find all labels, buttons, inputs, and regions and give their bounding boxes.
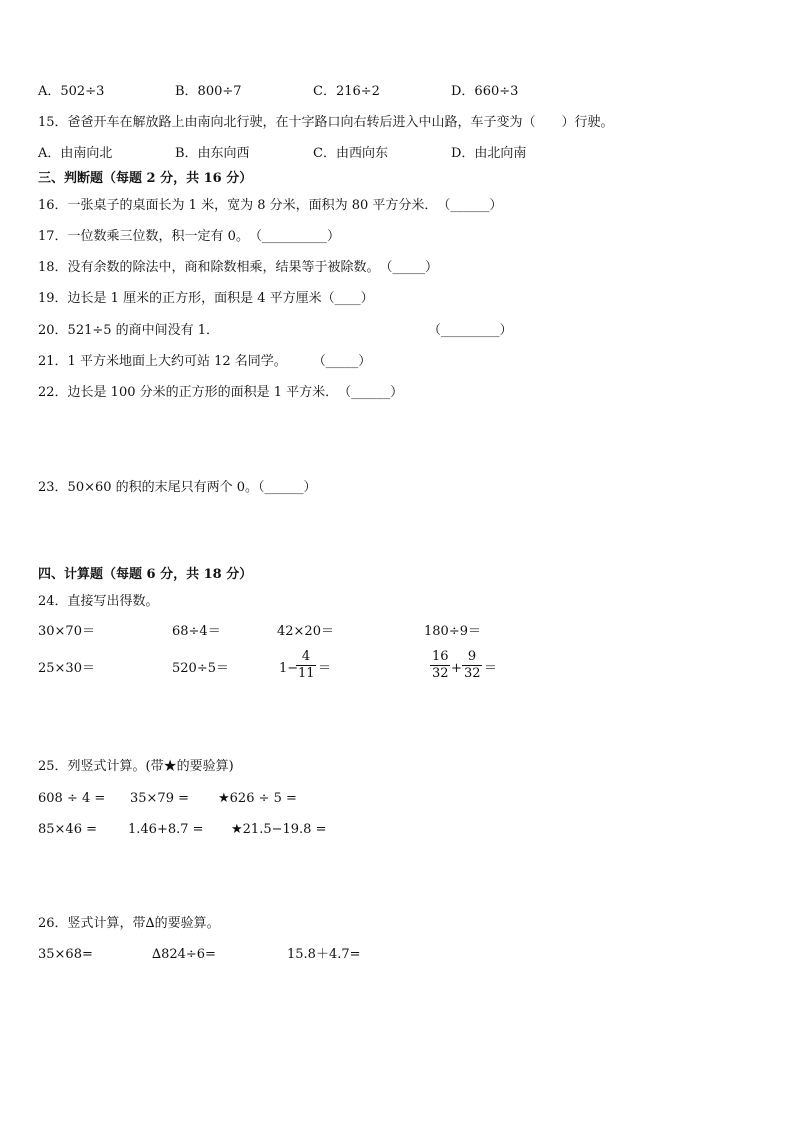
q24-item-7-fraction bbox=[296, 649, 316, 682]
q25-item-4: 85×46 = bbox=[38, 822, 98, 837]
q14-option-a: A．502÷3 bbox=[38, 84, 105, 99]
fraction-denominator: 32 bbox=[464, 666, 481, 681]
section-3-title: 三、判断题（每题 2 分，共 16 分） bbox=[38, 171, 253, 186]
fraction-numerator: 16 bbox=[432, 649, 449, 664]
q25-item-6: ★21.5−19.8 = bbox=[231, 822, 327, 837]
q26-item-1: 35×68= bbox=[38, 947, 93, 962]
q23-text: 23．50×60 的积的末尾只有两个 0。（______） bbox=[38, 480, 317, 495]
q24-item-6: 520÷5＝ bbox=[172, 661, 229, 676]
q26-item-3: 15.8＋4.7= bbox=[287, 947, 361, 962]
q20-blank: （_________） bbox=[428, 323, 513, 338]
q24-item-3: 42×20＝ bbox=[277, 624, 334, 639]
q22-text: 22．边长是 100 分米的正方形的面积是 1 平方米． （______） bbox=[38, 385, 404, 400]
q25-item-5: 1.46+8.7 = bbox=[128, 822, 204, 837]
q14-option-b: B．800÷7 bbox=[175, 84, 242, 99]
q25-item-3: ★626 ÷ 5 = bbox=[218, 791, 297, 806]
q15-text: 15．爸爸开车在解放路上由南向北行驶，在十字路口向右转后进入中山路，车子变为（ ）行驶。 bbox=[38, 115, 614, 130]
q14-option-d: D．660÷3 bbox=[451, 84, 519, 99]
q24-item-4: 180÷9＝ bbox=[424, 624, 481, 639]
q15-option-c: C．由西向东 bbox=[313, 146, 388, 161]
q15-option-a: A．由南向北 bbox=[38, 146, 113, 161]
q24-item-8-operator: + bbox=[451, 661, 462, 676]
q15-option-d: D．由北向南 bbox=[451, 146, 527, 161]
q19-text: 19．边长是 1 厘米的正方形，面积是 4 平方厘米（____） bbox=[38, 291, 374, 306]
q17-text: 17．一位数乘三位数，积一定有 0。 （__________） bbox=[38, 229, 340, 244]
q18-text: 18．没有余数的除法中，商和除数相乘，结果等于被除数。 （_____） bbox=[38, 260, 439, 275]
section-4-title: 四、计算题（每题 6 分，共 18 分） bbox=[38, 567, 253, 582]
fraction-numerator: 9 bbox=[462, 649, 482, 666]
q24-item-8-fraction-1 bbox=[430, 649, 450, 682]
q24-item-7-suffix: ＝ bbox=[318, 661, 332, 676]
q24-item-8-suffix: ＝ bbox=[484, 661, 498, 676]
q24-item-7-prefix: 1− bbox=[279, 661, 299, 676]
q21-text: 21．1 平方米地面上大约可站 12 名同学。 （_____） bbox=[38, 354, 372, 369]
fraction-denominator: 32 bbox=[432, 666, 449, 681]
q25-text: 25．列竖式计算。(带★的要验算) bbox=[38, 759, 234, 774]
q26-text: 26．竖式计算，带∆的要验算。 bbox=[38, 916, 220, 931]
q26-item-2: ∆824÷6= bbox=[152, 947, 216, 962]
q24-item-5: 25×30＝ bbox=[38, 661, 95, 676]
q25-item-1: 608 ÷ 4 = bbox=[38, 791, 106, 806]
fraction-denominator: 11 bbox=[298, 666, 315, 681]
q15-option-b: B．由东向西 bbox=[175, 146, 250, 161]
q24-item-2: 68÷4＝ bbox=[172, 624, 221, 639]
q14-option-c: C．216÷2 bbox=[313, 84, 380, 99]
q24-item-8-fraction-2 bbox=[462, 649, 482, 682]
q24-item-1: 30×70＝ bbox=[38, 624, 95, 639]
q20-text: 20．521÷5 的商中间没有 1． bbox=[38, 323, 220, 338]
q16-text: 16．一张桌子的桌面长为 1 米，宽为 8 分米，面积为 80 平方分米． （______） bbox=[38, 198, 503, 213]
q25-item-2: 35×79 = bbox=[130, 791, 190, 806]
q24-text: 24．直接写出得数。 bbox=[38, 594, 159, 609]
fraction-numerator: 4 bbox=[296, 649, 316, 666]
